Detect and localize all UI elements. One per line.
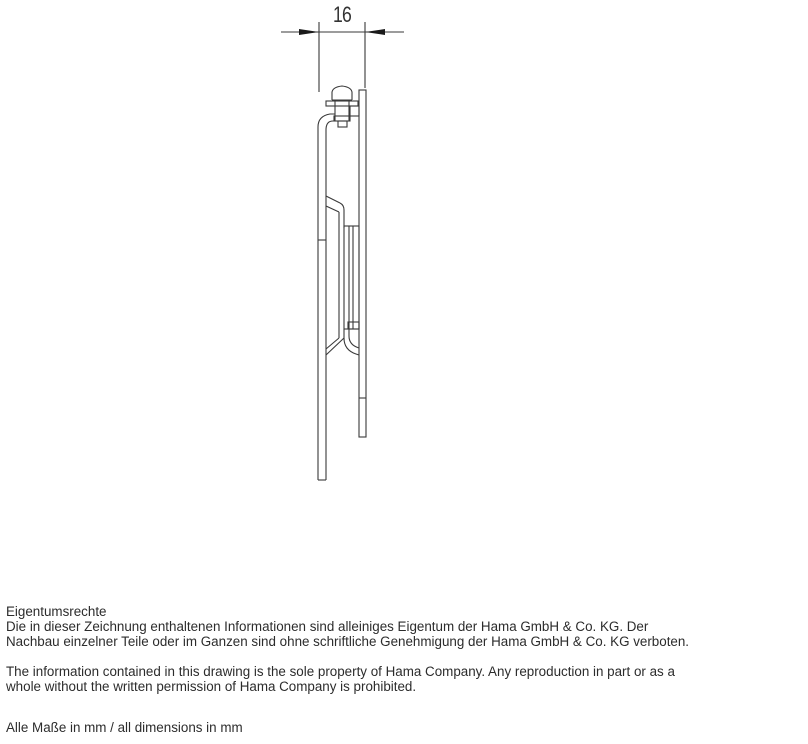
units-note: Alle Maße in mm / all dimensions in mm bbox=[6, 720, 243, 735]
notes-de-line-1: Die in dieser Zeichnung enthaltenen Informationen sind alleiniges Eigentum der Hama GmbH & Co. KG. Der bbox=[6, 619, 649, 634]
device-plate bbox=[359, 90, 366, 437]
wall-plate bbox=[318, 114, 335, 480]
dimension-label: 16 bbox=[333, 2, 351, 27]
notes-en-line-1: The information contained in this drawing is the sole property of Hama Company. Any reproduction in part or as a bbox=[6, 664, 675, 679]
notes-de-line-2: Nachbau einzelner Teile oder im Ganzen sind ohne schriftliche Genehmigung der Hama GmbH & Co. KG verboten. bbox=[6, 634, 690, 649]
copyright-notes bbox=[6, 604, 689, 735]
notes-en-line-2: whole without the written permission of Hama Company is prohibited. bbox=[6, 679, 417, 694]
inner-bracket bbox=[318, 196, 359, 355]
dimension-line bbox=[281, 22, 404, 92]
notes-title: Eigentumsrechte bbox=[6, 604, 107, 619]
